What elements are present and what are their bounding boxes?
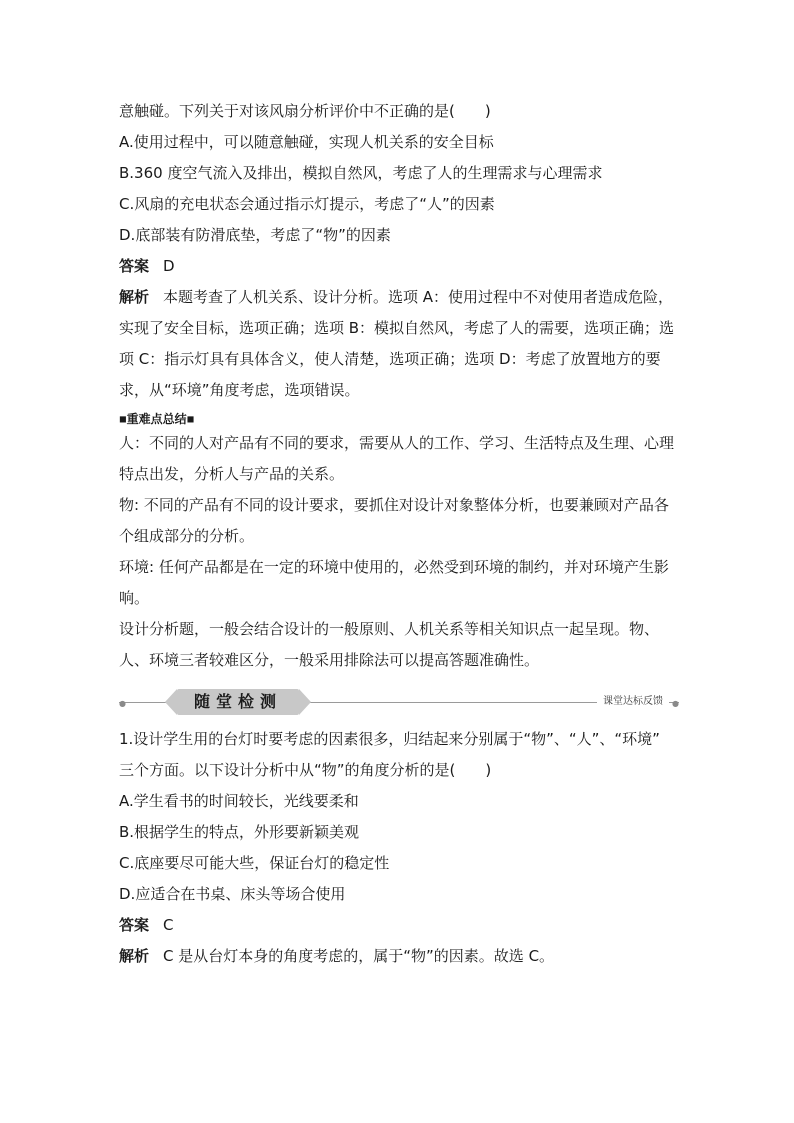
q1-analysis-block: [119, 941, 679, 972]
analysis-block: [119, 282, 679, 406]
summary-item-object: 物: 不同的产品有不同的设计要求，要抓住对设计对象整体分析，也要兼顾对产品各个组成部分的分析。: [119, 496, 669, 545]
answer-row: [119, 251, 679, 282]
dot-icon: ●: [119, 699, 126, 708]
q1-answer-value: C: [163, 916, 174, 934]
q1-option-a: A.学生看书的时间较长，光线要柔和: [119, 792, 359, 810]
analysis-text: 本题考查了人机关系、设计分析。选项 A：使用过程中不对使用者造成危险，实现了安全目标，选项正确；选项 B：模拟自然风，考虑了人的需要，选项正确；选项 C：指示灯具有具体含义，使人清楚，选项正确；选项 D：考虑了放置地方的要求，从“环境”角度考虑，选项错误。: [119, 288, 675, 399]
dot-icon: ●: [672, 699, 679, 708]
q1-answer-label: 答案: [119, 916, 150, 934]
summary-heading-text: 重难点总结: [126, 412, 187, 426]
option-d: D.底部装有防滑底垫，考虑了“物”的因素: [119, 226, 391, 244]
q1-option-b: B.根据学生的特点，外形要新颖美观: [119, 823, 360, 841]
q1-analysis-label: 解析: [119, 947, 150, 965]
question-stem-tail: 意触碰。下列关于对该风扇分析评价中不正确的是( ): [119, 102, 491, 120]
q1-answer-row: [119, 910, 679, 941]
question-1-stem: 1.设计学生用的台灯时要考虑的因素很多，归结起来分别属于“物”、“人”、“环境” 三个方面。以下设计分析中从“物”的角度分析的是( ): [119, 730, 660, 779]
option-a: A.使用过程中，可以随意触碰，实现人机关系的安全目标: [119, 133, 494, 151]
q1-analysis-text: C 是从台灯本身的角度考虑的，属于“物”的因素。故选 C。: [163, 947, 555, 965]
banner-title: 随堂检测: [177, 689, 299, 715]
square-bullet-icon: ■: [186, 414, 195, 424]
option-b: B.360 度空气流入及排出，模拟自然风，考虑了人的生理需求与心理需求: [119, 164, 603, 182]
square-bullet-icon: ■: [119, 414, 127, 424]
summary-item-environment: 环境: 任何产品都是在一定的环境中使用的，必然受到环境的制约，并对环境产生影响。: [119, 558, 669, 607]
summary-item-method: 设计分析题，一般会结合设计的一般原则、人机关系等相关知识点一起呈现。物、人、环境三者较难区分，一般采用排除法可以提高答题准确性。: [119, 620, 660, 669]
document-page: [119, 96, 679, 972]
q1-option-d: D.应适合在书桌、床头等场合使用: [119, 885, 346, 903]
summary-item-person: 人：不同的人对产品有不同的要求，需要从人的工作、学习、生活特点及生理、心理特点出发，分析人与产品的关系。: [119, 434, 675, 483]
section-banner: [119, 686, 679, 720]
q1-option-c: C.底座要尽可能大些，保证台灯的稳定性: [119, 854, 390, 872]
answer-value: D: [163, 257, 175, 275]
banner-subtitle: 课堂达标反馈: [597, 694, 669, 710]
answer-label: 答案: [119, 257, 150, 275]
summary-heading: [119, 408, 679, 430]
option-c: C.风扇的充电状态会通过指示灯提示，考虑了“人”的因素: [119, 195, 495, 213]
analysis-label: 解析: [119, 288, 150, 306]
